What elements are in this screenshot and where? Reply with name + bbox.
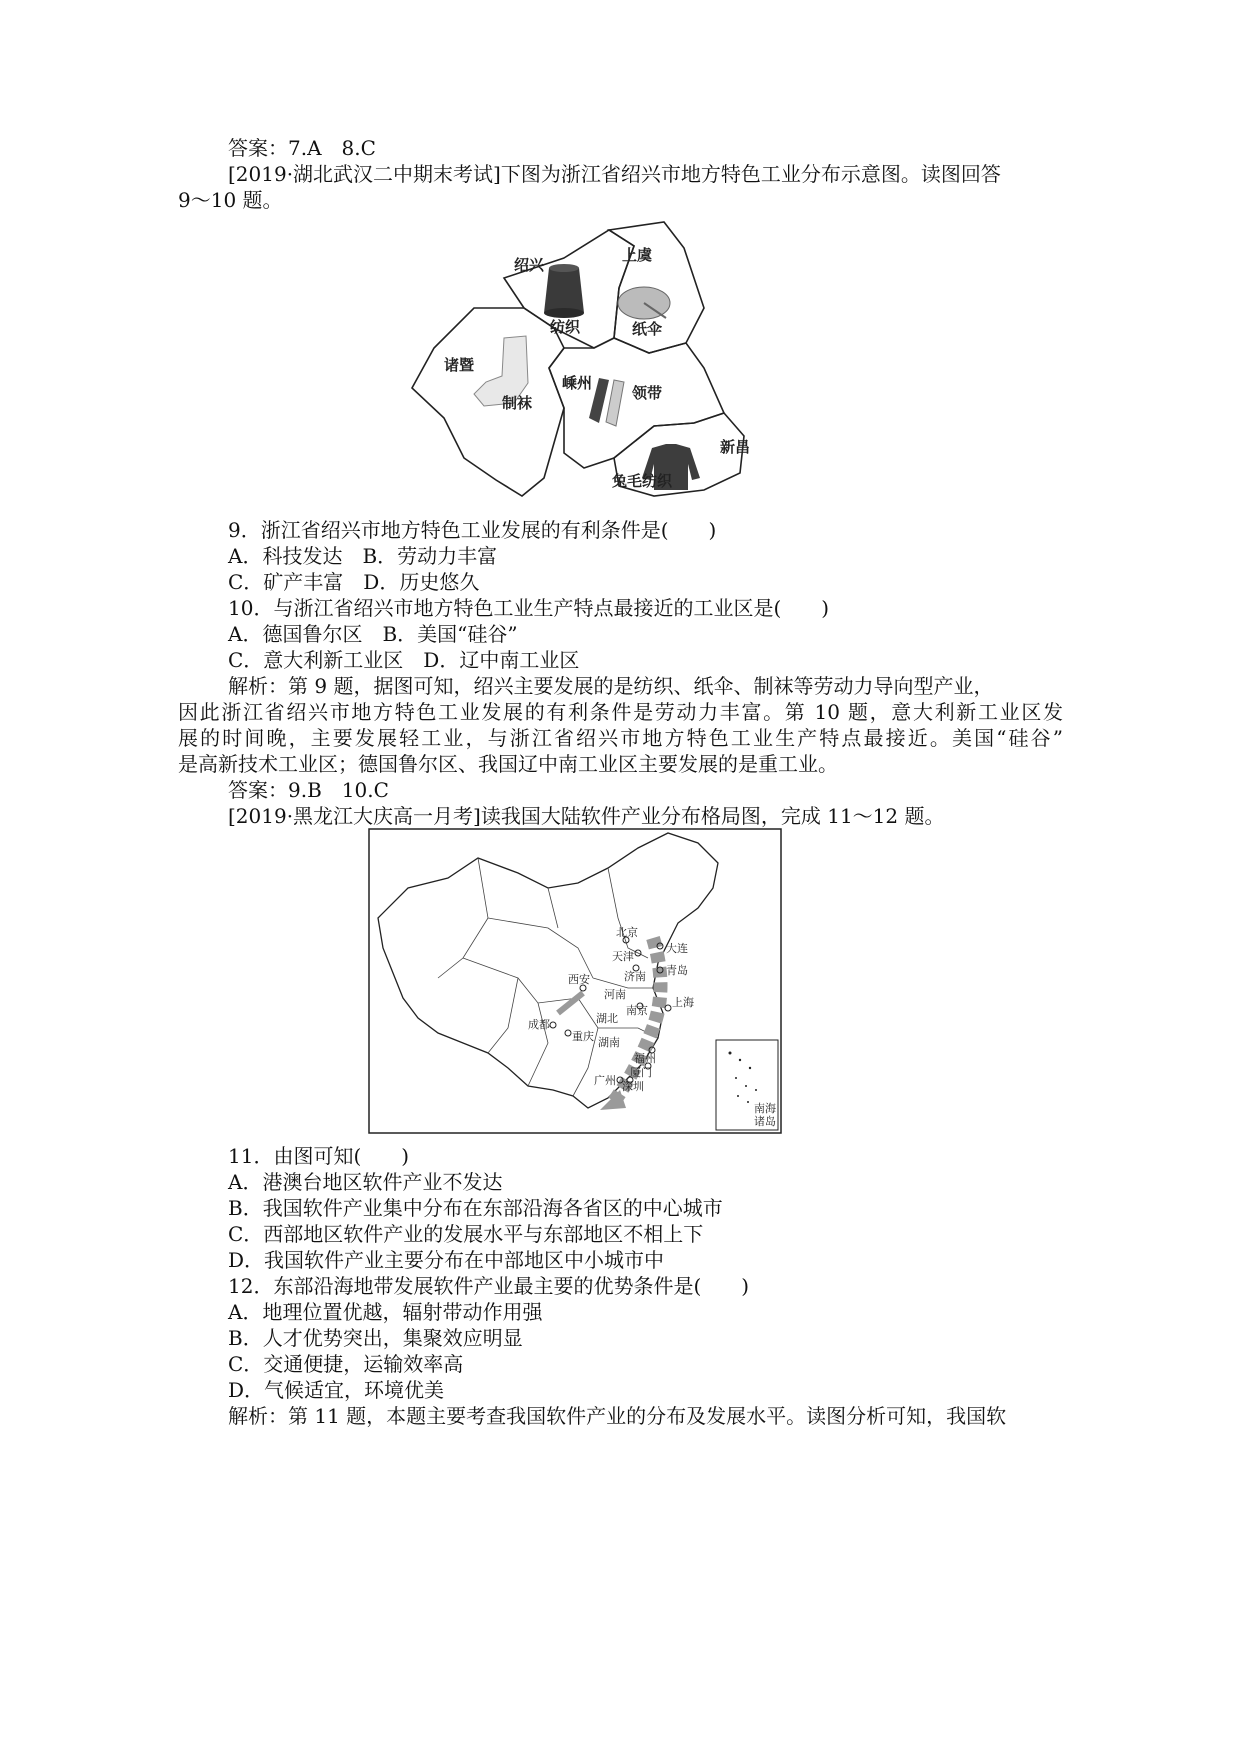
- question-12-option-c: C．交通便捷，运输效率高: [228, 1352, 464, 1376]
- region-shengzhou: [549, 338, 724, 468]
- label-lingdai: 领带: [632, 384, 663, 402]
- question-12-option-d: D．气候适宜，环境优美: [228, 1378, 445, 1402]
- shaoxing-industry-map: [404, 218, 848, 502]
- city-shanghai: 上海: [672, 996, 694, 1009]
- city-chengdu: 成都: [528, 1018, 550, 1031]
- label-tumao: 兔毛纺织: [612, 472, 673, 490]
- city-qingdao: 青岛: [666, 964, 688, 977]
- label-zhiwa: 制袜: [502, 394, 533, 412]
- city-beijing: 北京: [616, 926, 638, 939]
- explanation-9-10-line2: 因此浙江省绍兴市地方特色工业发展的有利条件是劳动力丰富。第 10 题，意大利新工业区发: [178, 700, 1063, 724]
- label-shaoxing: 绍兴: [514, 256, 545, 274]
- question-12-option-a: A．地理位置优越，辐射带动作用强: [228, 1300, 543, 1324]
- question-11-option-b: B．我国软件产业集中分布在东部沿海各省区的中心城市: [228, 1196, 723, 1220]
- yarn-cone-icon: [544, 264, 584, 318]
- explanation-9-10-line4: 是高新技术工业区；德国鲁尔区、我国辽中南工业区主要发展的是重工业。: [178, 752, 838, 776]
- label-zhisan: 纸伞: [632, 320, 663, 338]
- label-xinchang: 新昌: [720, 438, 751, 456]
- question-9: 9．浙江省绍兴市地方特色工业发展的有利条件是( ): [228, 518, 717, 542]
- question-10-options-cd: C．意大利新工业区 D．辽中南工业区: [228, 648, 580, 672]
- city-chongqing: 重庆: [572, 1030, 594, 1043]
- question-9-options-ab: A．科技发达 B．劳动力丰富: [228, 544, 498, 568]
- umbrella-icon: [618, 287, 670, 319]
- city-nanjing: 南京: [626, 1004, 648, 1017]
- city-tianjin: 天津: [612, 950, 634, 963]
- label-fangzhi: 纺织: [550, 318, 581, 336]
- explanation-9-10-line1: 解析：第 9 题，据图可知，绍兴主要发展的是纺织、纸伞、制袜等劳动力导向型产业，: [228, 674, 994, 698]
- label-henan: 河南: [604, 988, 626, 1001]
- city-shenzhen: 深圳: [622, 1080, 644, 1093]
- explanation-11-12-line1: 解析：第 11 题，本题主要考查我国软件产业的分布及发展水平。读图分析可知，我国软: [228, 1404, 1007, 1428]
- city-jinan: 济南: [624, 970, 646, 983]
- question-12: 12．东部沿海地带发展软件产业最主要的优势条件是( ): [228, 1274, 750, 1298]
- question-12-option-b: B．人才优势突出，集聚效应明显: [228, 1326, 523, 1350]
- question-11: 11．由图可知( ): [228, 1144, 410, 1168]
- label-hubei: 湖北: [596, 1012, 618, 1025]
- city-dalian: 大连: [666, 942, 688, 955]
- city-guangzhou: 广州: [594, 1074, 616, 1087]
- label-zhuji: 诸暨: [444, 356, 475, 374]
- city-fuzhou: 福州: [634, 1052, 656, 1065]
- answer-9-10: 答案：9.B 10.C: [228, 778, 389, 802]
- inset-label-nanhai: 南海: [754, 1102, 776, 1115]
- china-software-industry-map: [368, 828, 782, 1134]
- inset-label-zhudao: 诸岛: [754, 1115, 776, 1128]
- question-11-option-a: A．港澳台地区软件产业不发达: [228, 1170, 503, 1194]
- question-11-option-c: C．西部地区软件产业的发展水平与东部地区不相上下: [228, 1222, 704, 1246]
- intro-9-10-line1: [2019·湖北武汉二中期末考试]下图为浙江省绍兴市地方特色工业分布示意图。读图回答: [228, 162, 1001, 186]
- tie-icon: [589, 378, 624, 426]
- answer-7-8: 答案：7.A 8.C: [228, 136, 376, 160]
- city-xian: 西安: [568, 973, 590, 986]
- explanation-9-10-line3: 展的时间晚，主要发展轻工业，与浙江省绍兴市地方特色工业生产特点最接近。美国“硅谷”: [178, 726, 1063, 750]
- label-hunan: 湖南: [598, 1036, 620, 1049]
- intro-9-10-line2: 9～10 题。: [178, 188, 283, 212]
- intro-11-12: [2019·黑龙江大庆高一月考]读我国大陆软件产业分布格局图，完成 11～12 题。: [228, 804, 945, 828]
- question-10-options-ab: A．德国鲁尔区 B．美国“硅谷”: [228, 622, 518, 646]
- question-9-options-cd: C．矿产丰富 D．历史悠久: [228, 570, 480, 594]
- city-xiamen: 厦门: [630, 1066, 652, 1079]
- question-10: 10．与浙江省绍兴市地方特色工业生产特点最接近的工业区是( ): [228, 596, 830, 620]
- label-shengzhou: 嵊州: [562, 374, 593, 392]
- question-11-option-d: D．我国软件产业主要分布在中部地区中小城市中: [228, 1248, 665, 1272]
- label-shangyu: 上虞: [622, 246, 653, 264]
